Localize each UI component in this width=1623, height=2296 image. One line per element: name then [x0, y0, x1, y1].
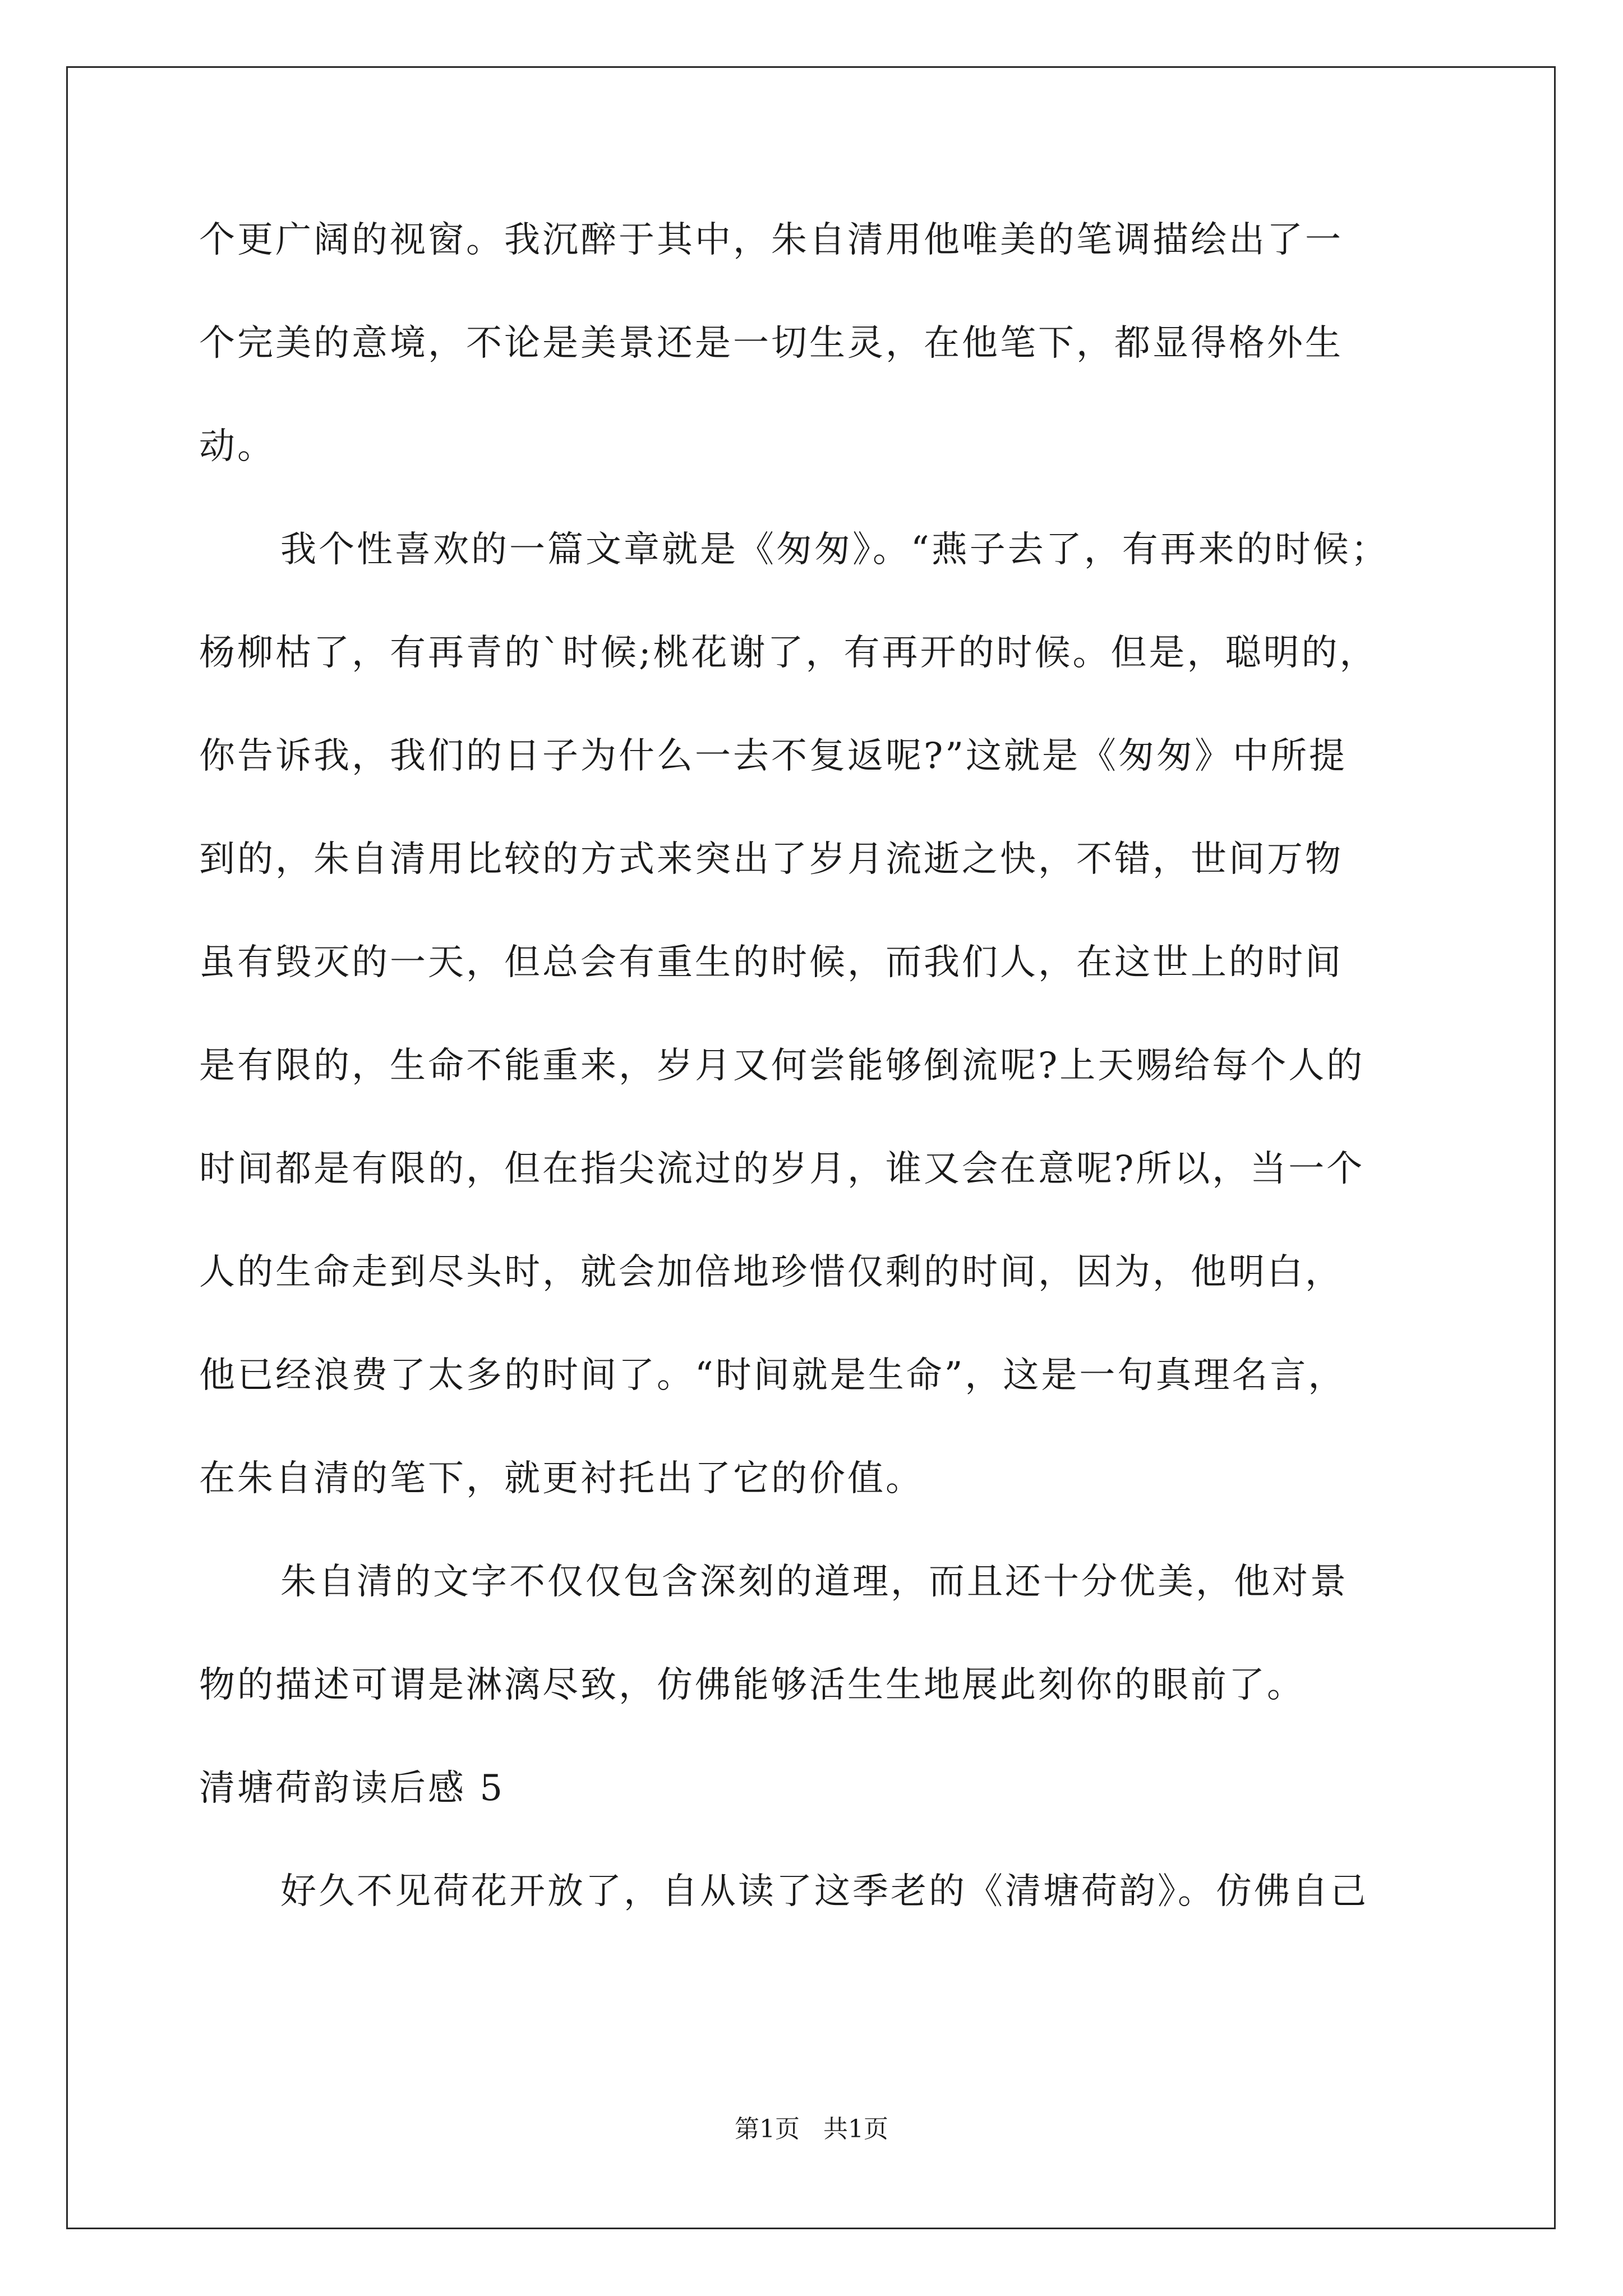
body-line: 虽有毁灭的一天，但总会有重生的时候，而我们人，在这世上的时间 [199, 942, 1343, 983]
body-line: 时间都是有限的，但在指尖流过的岁月，谁又会在意呢?所以，当一个 [199, 1148, 1365, 1190]
body-line: 你告诉我，我们的日子为什么一去不复返呢?”这就是《匆匆》中所提 [199, 735, 1348, 777]
body-line: 他已经浪费了太多的时间了。“时间就是生命”，这是一句真理名言， [199, 1355, 1347, 1396]
body-line: 杨柳枯了，有再青的`时候;桃花谢了，有再开的时候。但是，聪明的， [199, 632, 1378, 674]
section-heading: 清塘荷韵读后感 5 [199, 1768, 505, 1809]
body-line: 人的生命走到尽头时，就会加倍地珍惜仅剩的时间，因为，他明白， [199, 1251, 1343, 1293]
body-line: 是有限的，生命不能重来，岁月又何尝能够倒流呢?上天赐给每个人的 [199, 1045, 1365, 1087]
body-line: 物的描述可谓是淋漓尽致，仿佛能够活生生地展此刻你的眼前了。 [199, 1664, 1305, 1706]
body-line: 到的，朱自清用比较的方式来突出了岁月流逝之快，不错，世间万物 [199, 839, 1343, 880]
body-line: 在朱自清的笔下，就更衬托出了它的价值。 [199, 1458, 924, 1499]
body-line: 动。 [199, 426, 275, 467]
paragraph-start-line: 朱自清的文字不仅仅包含深刻的道理，而且还十分优美，他对景 [280, 1561, 1348, 1603]
page-number-footer: 第1页 共1页 [735, 2115, 888, 2143]
paragraph-start-line: 好久不见荷花开放了，自从读了这季老的《清塘荷韵》。仿佛自己 [280, 1871, 1368, 1912]
paragraph-start-line: 我个性喜欢的一篇文章就是《匆匆》。“燕子去了，有再来的时候； [280, 529, 1389, 570]
body-line: 个更广阔的视窗。我沉醉于其中，朱自清用他唯美的笔调描绘出了一 [199, 219, 1343, 261]
body-line: 个完美的意境，不论是美景还是一切生灵，在他笔下，都显得格外生 [199, 323, 1343, 364]
